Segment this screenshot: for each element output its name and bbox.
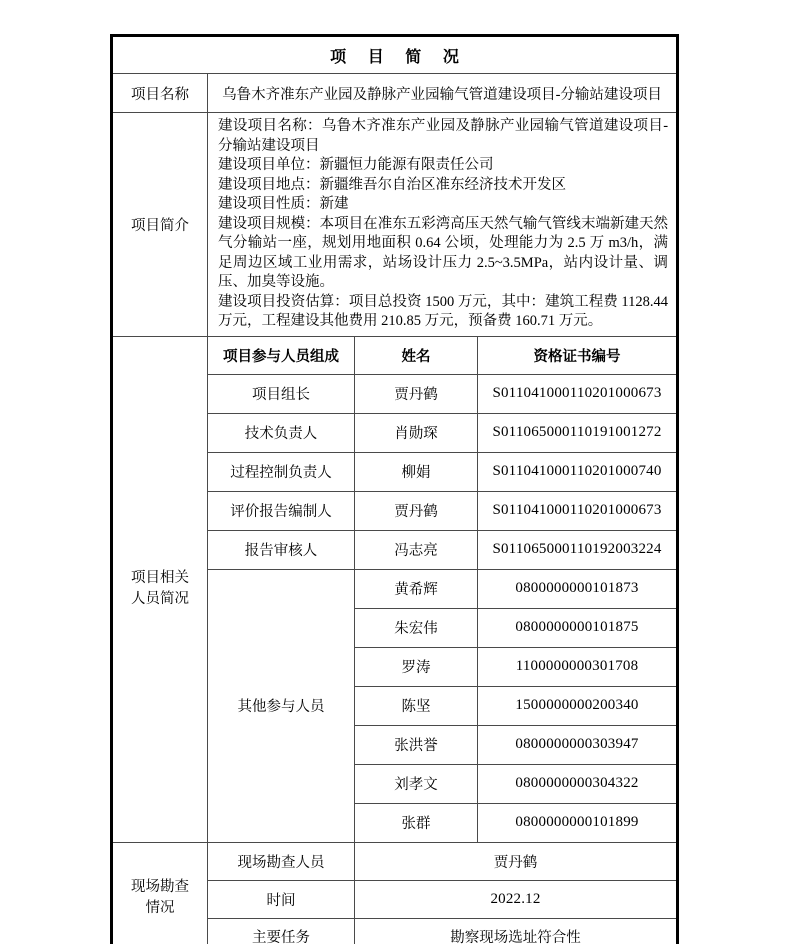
person-name: 柳娟 [355,452,478,491]
people-header-cert: 资格证书编号 [478,336,678,374]
survey-row [112,842,678,880]
person-name: 贾丹鹤 [355,374,478,413]
person-name: 张群 [355,803,478,842]
intro-paragraph: 建设项目地点：新疆维吾尔自治区准东经济技术开发区 [218,176,566,193]
person-cert: S011065000110191001272 [478,413,678,452]
person-name: 张洪誉 [355,725,478,764]
person-role: 技术负责人 [208,413,355,452]
people-header-role: 项目参与人员组成 [208,336,355,374]
person-cert: 1100000000301708 [478,647,678,686]
person-role: 过程控制负责人 [208,452,355,491]
people-section-label: 项目相关人员简况 [112,336,208,842]
table-title: 项 目 简 况 [112,36,678,74]
survey-label: 主要任务 [208,918,355,944]
project-name-row [112,74,678,113]
person-name: 肖勋琛 [355,413,478,452]
survey-value: 2022.12 [355,880,678,918]
survey-label: 时间 [208,880,355,918]
person-role: 项目组长 [208,374,355,413]
person-cert: 0800000000101873 [478,569,678,608]
person-cert: S011065000110192003224 [478,530,678,569]
intro-paragraph: 建设项目规模：本项目在准东五彩湾高压天然气输气管线末端新建天然气分输站一座，规划用地面积 0.64 公顷，处理能力为 2.5 万 m3/h，满足周边区域工业用需求，站场设计压力 2.5~3.5MPa，站内设计量、调压、加臭等设施。 [218,215,669,290]
intro-paragraph: 建设项目性质：新建 [218,196,349,212]
person-cert: 0800000000304322 [478,764,678,803]
person-cert: 0800000000101875 [478,608,678,647]
survey-value: 勘察现场选址符合性 [355,918,678,944]
person-cert: 0800000000101899 [478,803,678,842]
survey-value: 贾丹鹤 [355,842,678,880]
project-summary-table [110,34,679,944]
people-header-row [112,336,678,374]
person-role: 评价报告编制人 [208,491,355,530]
others-label: 其他参与人员 [208,569,355,842]
people-header-name: 姓名 [355,336,478,374]
intro-paragraph: 建设项目名称：乌鲁木齐准东产业园及静脉产业园输气管道建设项目-分输站建设项目 [218,118,669,154]
person-role: 报告审核人 [208,530,355,569]
project-intro-label: 项目简介 [112,113,208,337]
project-name-value: 乌鲁木齐准东产业园及静脉产业园输气管道建设项目-分输站建设项目 [208,74,678,113]
person-name: 贾丹鹤 [355,491,478,530]
person-name: 刘孝文 [355,764,478,803]
person-cert: S011041000110201000673 [478,491,678,530]
project-intro-content [208,113,678,337]
survey-label: 现场勘查人员 [208,842,355,880]
person-name: 陈坚 [355,686,478,725]
project-intro-row [112,113,678,337]
person-name: 朱宏伟 [355,608,478,647]
person-cert: S011041000110201000740 [478,452,678,491]
project-name-label: 项目名称 [112,74,208,113]
title-row [112,36,678,74]
survey-section-label: 现场勘查情况 [112,842,208,944]
person-cert: S011041000110201000673 [478,374,678,413]
person-cert: 0800000000303947 [478,725,678,764]
intro-paragraph: 建设项目单位：新疆恒力能源有限责任公司 [218,157,494,173]
person-name: 罗涛 [355,647,478,686]
intro-paragraph: 建设项目投资估算：项目总投资 1500 万元，其中：建筑工程费 1128.44 万元，工程建设其他费用 210.85 万元，预备费 160.71 万元。 [218,293,669,329]
person-name: 黄希辉 [355,569,478,608]
person-name: 冯志亮 [355,530,478,569]
person-cert: 1500000000200340 [478,686,678,725]
